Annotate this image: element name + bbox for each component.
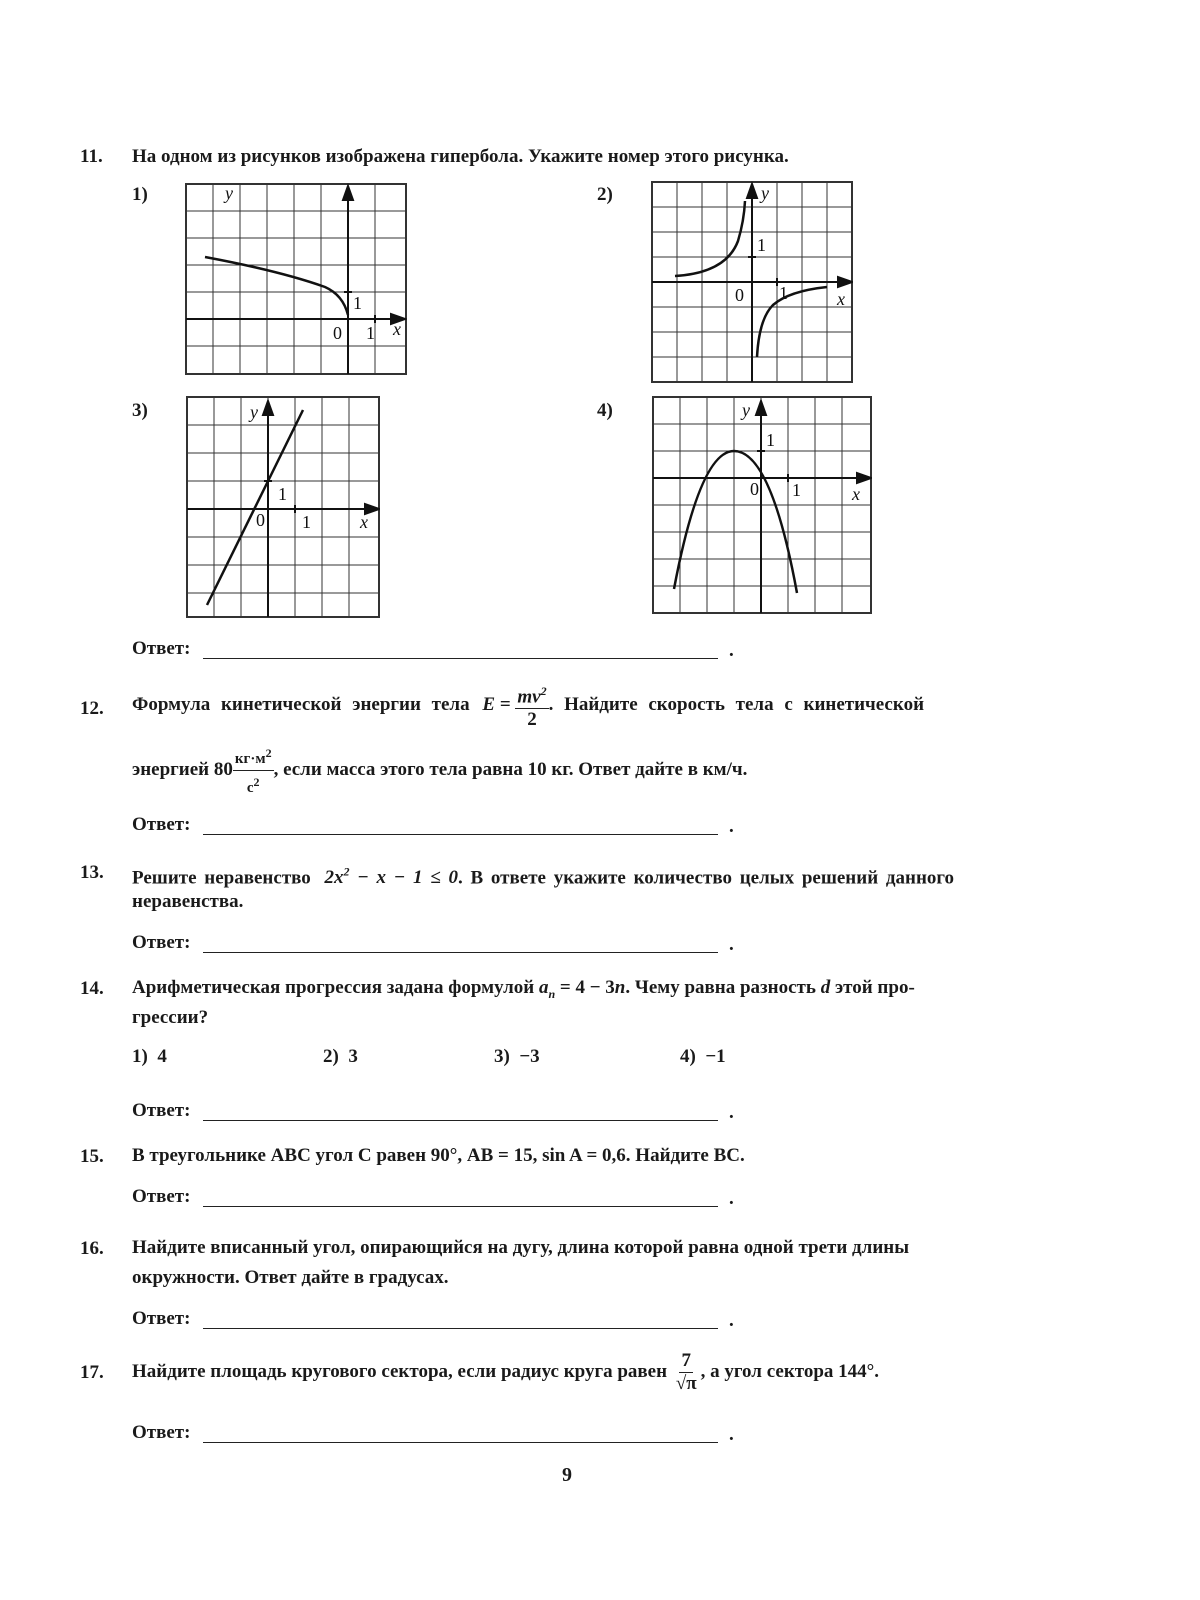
graph-2-x-label: x xyxy=(837,289,845,309)
q13-number: 13. xyxy=(80,862,104,883)
q13-text-part1: Решите неравенство xyxy=(132,867,311,889)
q15-answer-field[interactable] xyxy=(203,1206,718,1207)
q14-line1 xyxy=(132,973,915,1009)
q17-answer-label: Ответ: xyxy=(132,1422,191,1443)
graph-2-y-label: y xyxy=(761,183,769,203)
q17-frac-denominator: √π xyxy=(675,1373,697,1394)
graph-3 xyxy=(186,396,380,618)
q14-var-sub: n xyxy=(548,986,556,1001)
q12-unit-fraction xyxy=(233,742,274,799)
q13-answer-dot: . xyxy=(729,934,734,955)
graph-3-origin: 0 xyxy=(256,510,265,530)
q14-option-3[interactable]: 3) −3 xyxy=(494,1046,540,1067)
q14-option-1[interactable]: 1) 4 xyxy=(132,1046,167,1067)
q12-answer-label: Ответ: xyxy=(132,814,191,835)
page-number: 9 xyxy=(562,1464,572,1486)
q14-option-4[interactable]: 4) −1 xyxy=(680,1046,726,1067)
q12-unit-denominator: с xyxy=(246,780,254,796)
q14-answer-field[interactable] xyxy=(203,1120,718,1121)
q12-formula-numerator: mv xyxy=(517,686,541,708)
graph-4-origin: 0 xyxy=(750,479,759,499)
graph-4 xyxy=(652,396,872,614)
q11-answer-dot: . xyxy=(729,640,734,661)
q12-answer-field[interactable] xyxy=(203,834,718,835)
q13-line1 xyxy=(132,857,1062,893)
q14-answer-dot: . xyxy=(729,1102,734,1123)
q16-line2: окружности. Ответ дайте в градусах. xyxy=(132,1267,449,1288)
q16-answer-label: Ответ: xyxy=(132,1308,191,1329)
q13-answer-label: Ответ: xyxy=(132,932,191,953)
q14-var-a: a xyxy=(538,977,549,998)
q14-number: 14. xyxy=(80,978,104,999)
graph-1-x-label: x xyxy=(393,319,401,339)
q16-line1: Найдите вписанный угол, опирающийся на дугу, длина которой равна одной трети длины xyxy=(132,1237,910,1258)
q14-line2: грессии? xyxy=(132,1007,209,1028)
q12-formula-exponent: 2 xyxy=(540,684,547,698)
q12-text-part2: . Найдите скорость тела с кинетической xyxy=(548,694,925,716)
q11-answer-label: Ответ: xyxy=(132,638,191,659)
graph-1-tick-x: 1 xyxy=(366,323,375,343)
q17-radius-fraction xyxy=(676,1350,697,1395)
q13-line2: неравенства. xyxy=(132,891,244,912)
q13-answer-field[interactable] xyxy=(203,952,718,953)
graph-4-x-label: x xyxy=(852,484,860,504)
graph-1-origin: 0 xyxy=(333,323,342,343)
graph-2-tick-x: 1 xyxy=(779,283,788,303)
graph-1-y-label: y xyxy=(225,183,233,203)
q12-answer-dot: . xyxy=(729,816,734,837)
q14-text-part4: этой про- xyxy=(834,977,915,998)
graph-3-tick-y: 1 xyxy=(278,484,287,504)
q15-answer-label: Ответ: xyxy=(132,1186,191,1207)
graph-3-y-label: y xyxy=(250,402,258,422)
q14-answer-label: Ответ: xyxy=(132,1100,191,1121)
q16-number: 16. xyxy=(80,1238,104,1259)
graph-4-y-label: y xyxy=(742,400,750,420)
q12-formula-denominator: 2 xyxy=(527,709,537,731)
q12-line1 xyxy=(132,680,1062,731)
graph-3-tick-x: 1 xyxy=(302,512,311,532)
graph-4-tick-y: 1 xyxy=(766,430,775,450)
graph-4-tick-x: 1 xyxy=(792,480,801,500)
q12-text-part1: Формула кинетической энергии тела xyxy=(132,694,470,716)
q17-answer-dot: . xyxy=(729,1424,734,1445)
q15-answer-dot: . xyxy=(729,1188,734,1209)
graph-3-x-label: x xyxy=(360,512,368,532)
q12-formula-lhs: E = xyxy=(482,694,511,716)
q17-line1 xyxy=(132,1350,879,1395)
graph-1-tick-y: 1 xyxy=(353,293,362,313)
q12-number: 12. xyxy=(80,698,104,719)
graph-4-label: 4) xyxy=(597,400,613,421)
q13-inequality: $2x^2 - x - 1 \le 0$ xyxy=(324,865,458,889)
q14-var-d: d xyxy=(820,977,831,998)
q14-text-part1: Арифметическая прогрессия задана формулой xyxy=(132,977,535,998)
q17-number: 17. xyxy=(80,1362,104,1383)
q14-option-2[interactable]: 2) 3 xyxy=(323,1046,358,1067)
graph-3-label: 3) xyxy=(132,400,148,421)
q11-answer-field[interactable] xyxy=(203,658,718,659)
q12-unit-denominator-exp: 2 xyxy=(253,775,260,789)
q14-text-part2: = 4 − 3 xyxy=(555,977,615,998)
graph-2-origin: 0 xyxy=(735,285,744,305)
q12-formula-fraction xyxy=(515,680,548,731)
q12-text-part4: , если масса этого тела равна 10 кг. Ответ дайте в км/ч. xyxy=(273,758,748,780)
graph-2-tick-y: 1 xyxy=(757,235,766,255)
graph-1 xyxy=(185,183,407,375)
q15-text: В треугольнике ABC угол C равен 90°, AB = 15, sin A = 0,6. Найдите BC. xyxy=(132,1145,745,1166)
q17-frac-numerator: 7 xyxy=(681,1350,691,1371)
q16-answer-field[interactable] xyxy=(203,1328,718,1329)
q12-unit-numerator-exp: 2 xyxy=(265,746,272,760)
q14-text-part3: . Чему равна разность xyxy=(625,977,816,998)
q11-text: На одном из рисунков изображена гипербола. Укажите номер этого рисунка. xyxy=(132,146,789,167)
q16-answer-dot: . xyxy=(729,1310,734,1331)
q12-text-part3: энергией 80 xyxy=(132,758,233,780)
graph-2 xyxy=(651,181,853,383)
q13-text-part2: . В ответе укажите количество целых решений данного xyxy=(458,867,955,889)
graph-2-label: 2) xyxy=(597,184,613,205)
q11-number: 11. xyxy=(80,146,103,167)
graph-1-label: 1) xyxy=(132,184,148,205)
q12-line2 xyxy=(132,742,747,799)
q17-answer-field[interactable] xyxy=(203,1442,718,1443)
q12-unit-numerator: кг·м xyxy=(234,751,266,767)
q17-text-part2: , а угол сектора 144°. xyxy=(700,1360,880,1382)
q15-number: 15. xyxy=(80,1146,104,1167)
q14-var-n: n xyxy=(614,977,626,998)
q17-text-part1: Найдите площадь кругового сектора, если радиус круга равен xyxy=(132,1360,668,1382)
